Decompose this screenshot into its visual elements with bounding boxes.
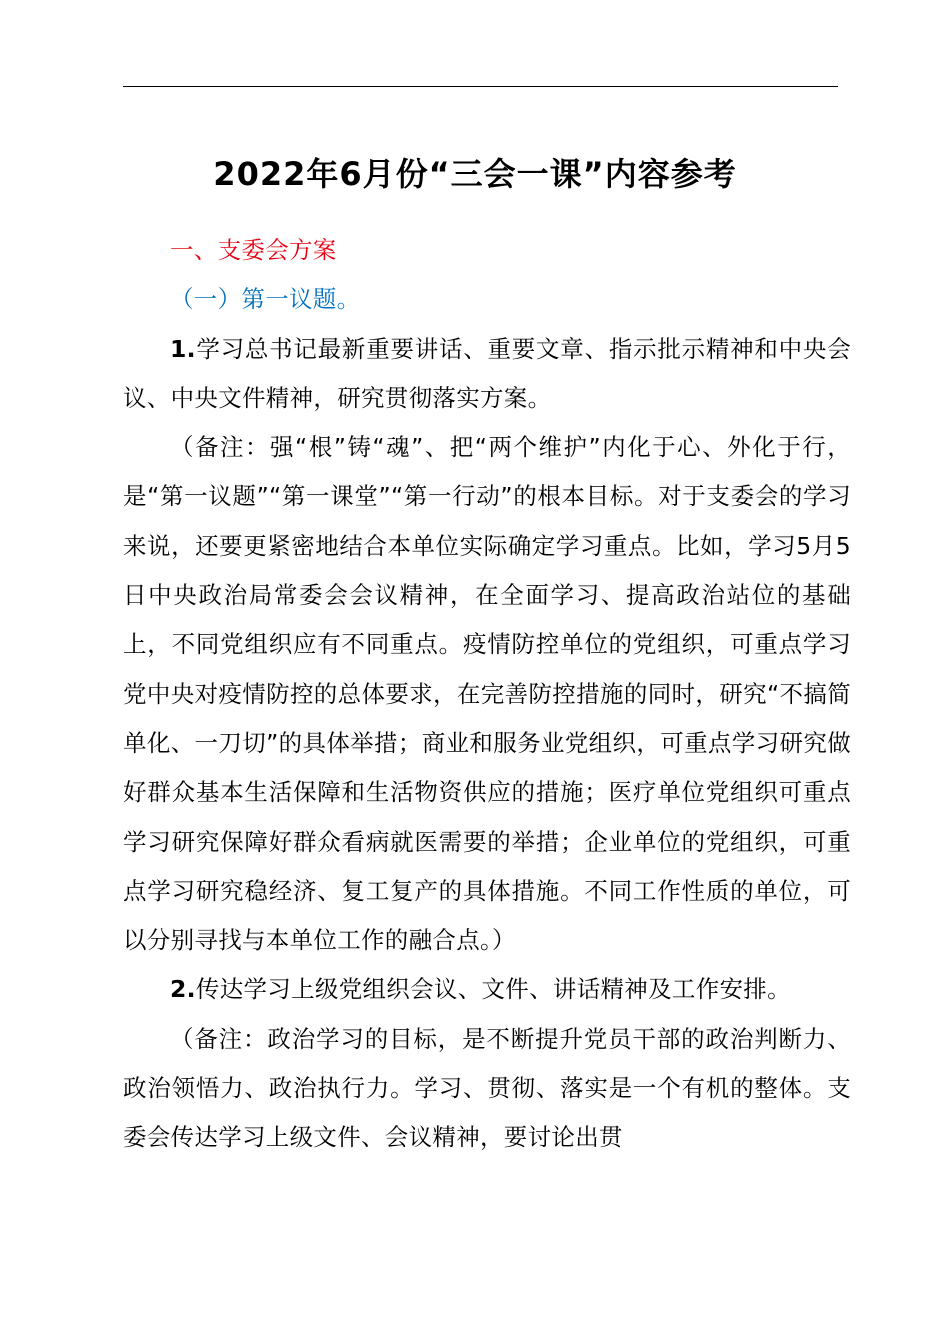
section-heading: 一、支委会方案 bbox=[170, 236, 337, 264]
document-body bbox=[123, 226, 851, 1163]
item-1-number: 1. bbox=[170, 334, 196, 363]
note-2-paragraph: （备注：政治学习的目标，是不断提升党员干部的政治判断力、政治领悟力、政治执行力。学习、贯彻、落实是一个有机的整体。支委会传达学习上级文件、会议精神，要讨论出贯 bbox=[123, 1024, 851, 1152]
item-2-text: 传达学习上级党组织会议、文件、讲话精神及工作安排。 bbox=[195, 975, 791, 1004]
note-1-paragraph: （备注：强“根”铸“魂”、把“两个维护”内化于心、外化于行，是“第一议题”“第一课堂”“第一行动”的根本目标。对于支委会的学习来说，还要更紧密地结合本单位实际确定学习重点。比如，学习5月5日中央政治局常委会会议精神，在全面学习、提高政治站位的基础上，不同党组织应有不同重点。疫情防控单位的党组织，可重点学习党中央对疫情防控的总体要求，在完善防控措施的同时，研究“不搞简单化、一刀切”的具体举措；商业和服务业党组织，可重点学习研究做好群众基本生活保障和生活物资供应的措施；医疗单位党组织可重点学习研究保障好群众看病就医需要的举措；企业单位的党组织，可重点学习研究稳经济、复工复产的具体措施。不同工作性质的单位，可以分别寻找与本单位工作的融合点。） bbox=[123, 433, 851, 955]
document-title: 2022年6月份“三会一课”内容参考 bbox=[213, 155, 737, 193]
item-1-text: 学习总书记最新重要讲话、重要文章、指示批示精神和中央会议、中央文件精神，研究贯彻落实方案。 bbox=[123, 334, 851, 412]
subsection-heading: （一）第一议题。 bbox=[170, 285, 361, 314]
item-2-paragraph bbox=[123, 965, 851, 1014]
item-1-paragraph bbox=[123, 325, 851, 424]
header-rule bbox=[123, 86, 838, 87]
item-2-number: 2. bbox=[170, 975, 196, 1004]
